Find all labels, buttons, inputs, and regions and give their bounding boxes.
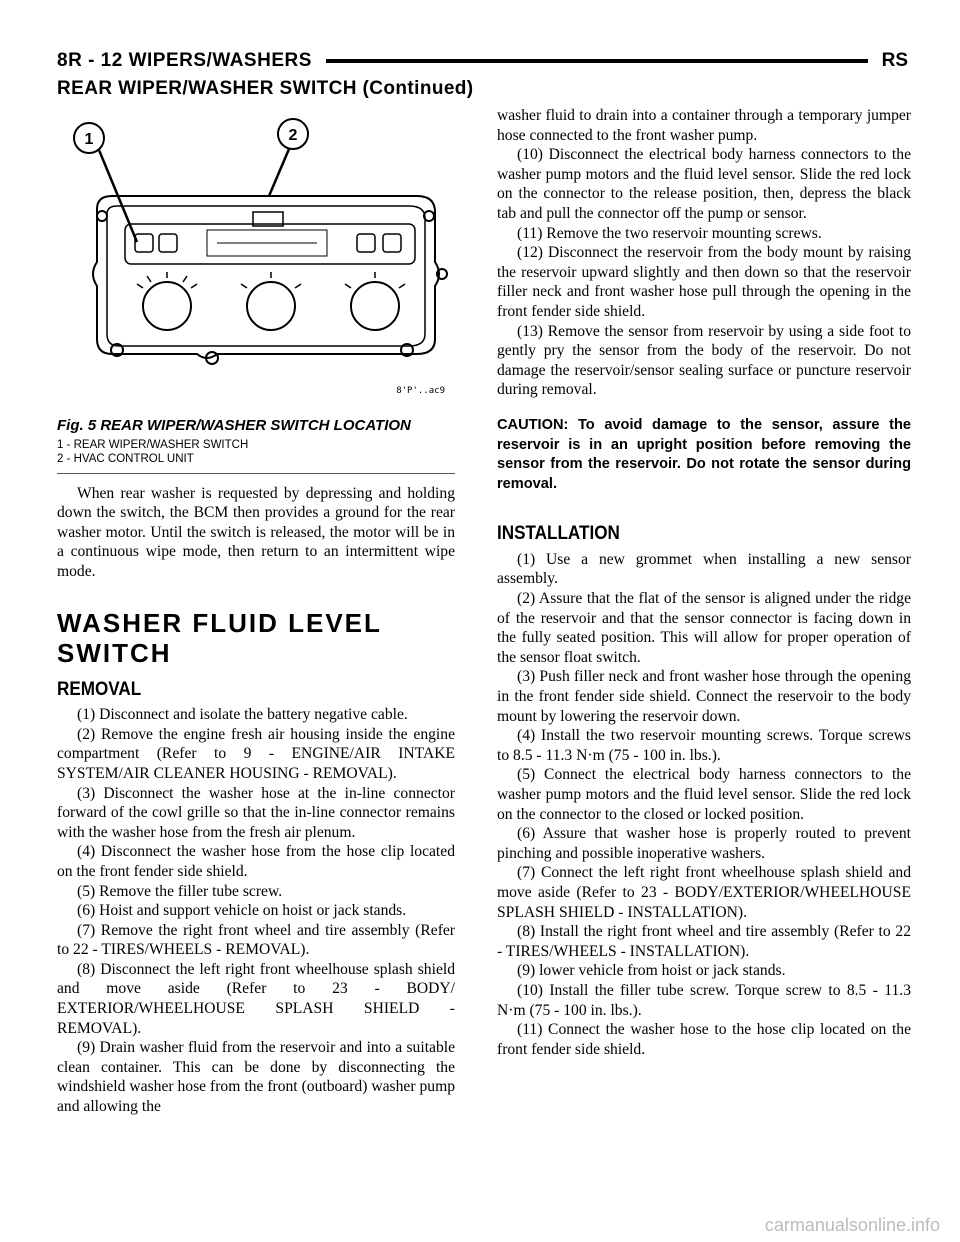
install-step: (9) lower vehicle from hoist or jack stands.	[517, 962, 786, 980]
removal-step: (8) Disconnect the left right front wheelhouse splash shield and move aside (Refer to 23 - BODY/ EXTERIOR/WHEELHOUSE SPLASH SHIELD - REMOVAL).	[57, 960, 455, 1037]
install-step: (7) Connect the left right front wheelhouse splash shield and move aside (Refer to 23 - BODY/EXTERIOR/WHEELHOUSE SPLASH SHIELD - INSTALLATION).	[497, 864, 911, 921]
left-column	[57, 114, 455, 1117]
legend-item: 2 - HVAC CONTROL UNIT	[57, 452, 194, 465]
install-step: (11) Connect the washer hose to the hose clip located on the front fender side shield.	[497, 1021, 911, 1058]
install-step: (3) Push filler neck and front washer hose through the opening in the front fender side shield. Connect the reservoir to the body mount by lowering the reservoir down.	[497, 668, 911, 725]
figure-code: 8'P'..ac9	[396, 386, 445, 396]
section-title: WASHER FLUID LEVEL SWITCH	[57, 607, 382, 668]
removal-step: (4) Disconnect the washer hose from the hose clip located on the front fender side shield.	[57, 843, 455, 880]
legend-item: 1 - REAR WIPER/WASHER SWITCH	[57, 438, 249, 451]
removal-step: (1) Disconnect and isolate the battery negative cable.	[77, 706, 408, 724]
removal-step: (7) Remove the right front wheel and tire assembly (Refer to 22 - TIRES/WHEELS - REMOVAL).	[57, 921, 455, 959]
right-column	[497, 106, 911, 1059]
removal-heading: REMOVAL	[57, 678, 142, 700]
removal-step: (9) Drain washer fluid from the reservoir and into a suitable clean container. This can be done by disconnecting the windshield washer hose from the front (outboard) washer pump and allowing the	[57, 1039, 455, 1116]
removal-step: (5) Remove the filler tube screw.	[77, 882, 283, 900]
removal-step: (6) Hoist and support vehicle on hoist or jack stands.	[77, 902, 407, 920]
install-step: (6) Assure that washer hose is properly routed to prevent pinching and possible inoperative washers.	[497, 825, 911, 862]
callout-1: 1	[84, 131, 94, 148]
install-step: (8) Install the right front wheel and tire assembly (Refer to 22 - TIRES/WHEELS - INSTALLATION).	[497, 923, 911, 960]
callout-2: 2	[288, 127, 298, 144]
removal-step: (11) Remove the two reservoir mounting screws.	[517, 224, 822, 242]
header-section-title: 8R - 12 WIPERS/WASHERS	[57, 50, 312, 71]
removal-step: (13) Remove the sensor from reservoir by using a side foot to gently pry the sensor from the body of the reservoir. Do not damage the reservoir/sensor sealing surface or puncture reservoir during removal.	[497, 322, 911, 399]
continued-section-heading: REAR WIPER/WASHER SWITCH (Continued)	[57, 78, 474, 99]
continued-paragraph: washer fluid to drain into a container through a temporary jumper hose connected to the front washer pump.	[497, 107, 911, 144]
install-step: (10) Install the filler tube screw. Torque screw to 8.5 - 11.3 N·m (75 - 100 in. lbs.).	[497, 981, 911, 1019]
header-rule	[326, 59, 868, 63]
removal-step: (3) Disconnect the washer hose at the in-line connector forward of the cowl grille so that the in-line connector remains with the washer hose from the fresh air plenum.	[57, 784, 455, 841]
install-step: (2) Assure that the flat of the sensor is aligned under the ridge of the reservoir and that the sensor connector is facing down in the fully seated position. This will allow for proper operation of the sensor float switch.	[497, 590, 911, 666]
header-model-code: RS	[881, 50, 908, 71]
removal-step: (2) Remove the engine fresh air housing inside the engine compartment (Refer to 9 - ENGINE/AIR INTAKE SYSTEM/AIR CLEANER HOUSING - REMOVAL).	[57, 725, 455, 782]
caution-note: CAUTION: To avoid damage to the sensor, assure the reservoir is in an upright position before removing the sensor from the reservoir. Do not rotate the sensor during removal.	[497, 416, 911, 492]
page-header	[57, 46, 908, 76]
hvac-control-illustration	[57, 114, 455, 414]
install-step: (5) Connect the electrical body harness connectors to the washer pump motors and the fluid level sensor. Slide the red lock on the connector to the closed or locked position.	[497, 766, 911, 823]
install-step: (4) Install the two reservoir mounting screws. Torque screws to 8.5 - 11.3 N·m (75 - 100 in. lbs.).	[497, 727, 911, 764]
removal-step: (10) Disconnect the electrical body harness connectors to the washer pump motors and the fluid level sensor. Slide the red lock on the connector to the release position, then, depress the black tab and pull the connector off the pump or sensor.	[497, 146, 911, 222]
removal-step: (12) Disconnect the reservoir from the body mount by raising the reservoir upward slightly and then down so that the reservoir filler neck and front washer hose pull through the opening in the front fender side shield.	[497, 244, 911, 320]
figure-hvac-control	[57, 114, 455, 414]
figure-caption: Fig. 5 REAR WIPER/WASHER SWITCH LOCATION	[57, 417, 411, 434]
figure-legend	[57, 438, 455, 466]
intro-paragraph: When rear washer is requested by depressing and holding down the switch, the BCM then provides a ground for the rear washer motor. Until the switch is released, the motor will be in a continuous wipe mode, then return to an intermittent wipe mode.	[57, 484, 455, 580]
installation-heading: INSTALLATION	[497, 523, 620, 545]
figure-divider	[57, 473, 455, 474]
install-step: (1) Use a new grommet when installing a new sensor assembly.	[497, 550, 911, 588]
watermark: carmanualsonline.info	[764, 1215, 940, 1235]
